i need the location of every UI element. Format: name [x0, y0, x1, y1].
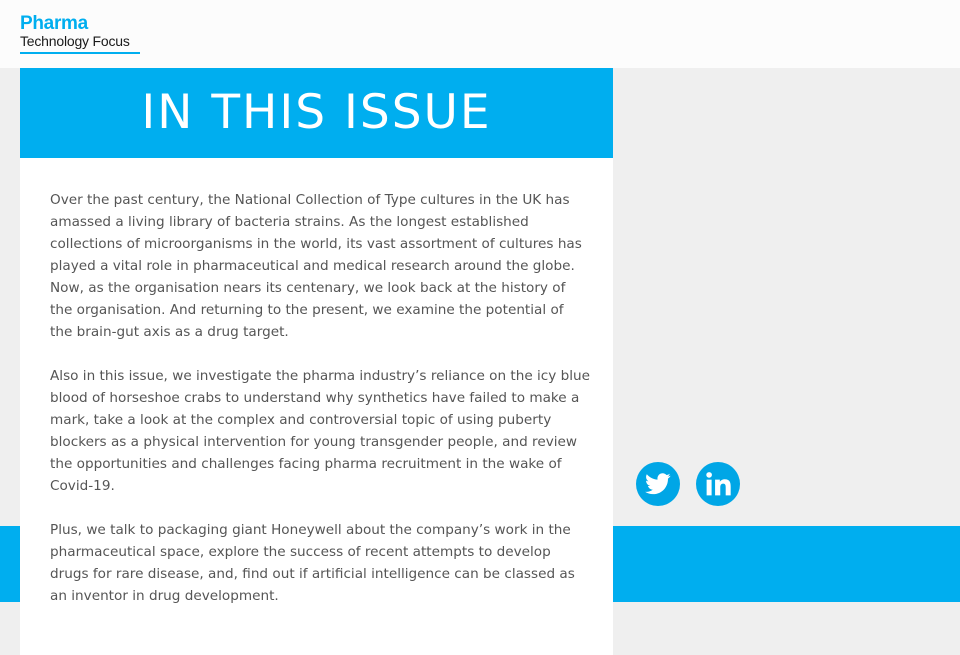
- linkedin-link[interactable]: [696, 462, 740, 506]
- logo-underline: [20, 52, 140, 54]
- logo-line-2: Technology Focus: [20, 33, 130, 49]
- in-this-issue-card: [20, 68, 613, 655]
- section-title: IN THIS ISSUE: [20, 68, 613, 158]
- pharma-technology-focus-logo[interactable]: [20, 14, 140, 54]
- twitter-link[interactable]: [636, 462, 680, 506]
- logo-line-1: Pharma: [20, 13, 88, 34]
- intro-paragraph-1: Over the past century, the National Collection of Type cultures in the UK has amassed a living library of bacteria strains. As the longest established collections of microorganisms in the world, its vast assortment of cultures has played a vital role in pharmaceutical and medical research around the globe. Now, as the organisation nears its centenary, we look back at the history of the organisation. And returning to the present, we examine the potential of the brain-gut axis as a drug target.: [50, 192, 582, 340]
- linkedin-icon: [705, 471, 731, 497]
- intro-paragraph-2: Also in this issue, we investigate the pharma industry’s reliance on the icy blue blood of horseshoe crabs to understand why synthetics have failed to make a mark, take a look at the complex and controversial topic of using puberty blockers as a physical intervention for young transgender people, and review the opportunities and challenges facing pharma recruitment in the wake of Covid-19.: [50, 368, 591, 494]
- twitter-icon: [645, 473, 671, 495]
- intro-paragraph-3: Plus, we talk to packaging giant Honeywell about the company’s work in the pharmaceutical space, explore the success of recent attempts to develop drugs for rare disease, and, find out if artificial intelligence can be classed as an inventor in drug development.: [50, 522, 575, 604]
- site-header: [0, 0, 960, 68]
- section-body: [50, 189, 590, 629]
